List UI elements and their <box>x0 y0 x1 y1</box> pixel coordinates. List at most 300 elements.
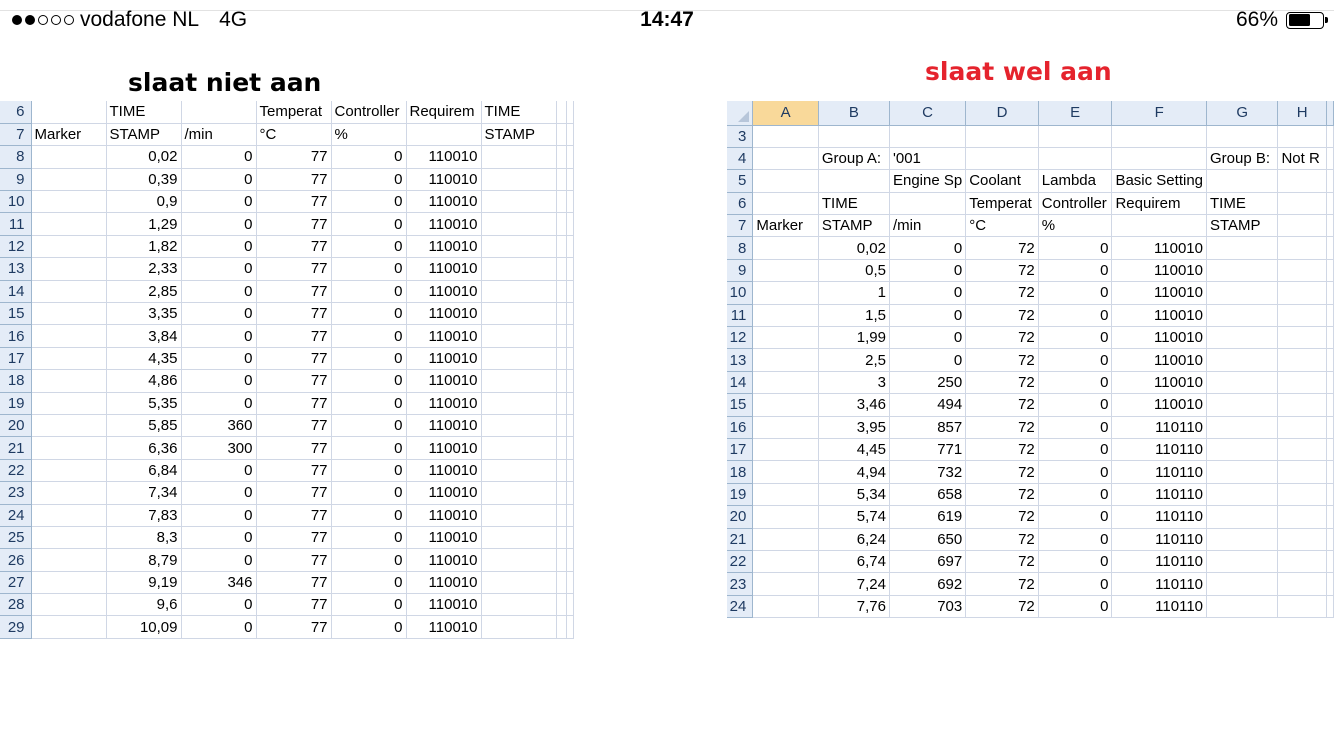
row-header[interactable]: 4 <box>727 147 753 169</box>
cell[interactable] <box>481 303 556 325</box>
cell[interactable] <box>556 437 566 459</box>
cell[interactable] <box>1327 215 1334 237</box>
cell[interactable]: Lambda <box>1038 170 1112 192</box>
cell[interactable]: 0 <box>181 616 256 638</box>
cell[interactable]: 1,29 <box>106 213 181 235</box>
row-header[interactable]: 8 <box>0 146 31 168</box>
cell[interactable] <box>753 304 819 326</box>
row-header[interactable]: 9 <box>0 168 31 190</box>
cell[interactable]: 72 <box>966 237 1039 259</box>
cell[interactable] <box>31 280 106 302</box>
cell[interactable]: 77 <box>256 459 331 481</box>
cell[interactable] <box>753 573 819 595</box>
cell[interactable] <box>566 280 573 302</box>
cell[interactable]: 0 <box>181 258 256 280</box>
cell[interactable] <box>753 349 819 371</box>
cell[interactable]: 0 <box>1038 349 1112 371</box>
cell[interactable] <box>566 392 573 414</box>
column-header[interactable]: C <box>889 101 965 125</box>
cell[interactable]: 72 <box>966 394 1039 416</box>
cell[interactable] <box>753 394 819 416</box>
cell[interactable]: °C <box>256 123 331 145</box>
cell[interactable]: Marker <box>753 215 819 237</box>
cell[interactable] <box>1207 259 1278 281</box>
cell[interactable]: 77 <box>256 347 331 369</box>
cell[interactable] <box>566 235 573 257</box>
cell[interactable]: 110010 <box>1112 371 1207 393</box>
row-header[interactable]: 14 <box>727 371 753 393</box>
cell[interactable] <box>1327 394 1334 416</box>
cell[interactable] <box>556 101 566 123</box>
cell[interactable] <box>31 437 106 459</box>
cell[interactable] <box>1327 438 1334 460</box>
cell[interactable] <box>1327 237 1334 259</box>
cell[interactable]: TIME <box>818 192 889 214</box>
cell[interactable]: 77 <box>256 437 331 459</box>
cell[interactable]: 732 <box>889 461 965 483</box>
cell[interactable]: 77 <box>256 303 331 325</box>
cell[interactable] <box>556 213 566 235</box>
cell[interactable] <box>566 191 573 213</box>
cell[interactable]: 110010 <box>406 235 481 257</box>
cell[interactable] <box>481 191 556 213</box>
row-header[interactable]: 5 <box>727 170 753 192</box>
cell[interactable]: 0 <box>181 191 256 213</box>
cell[interactable] <box>1207 282 1278 304</box>
cell[interactable]: 72 <box>966 483 1039 505</box>
row-header[interactable]: 29 <box>0 616 31 638</box>
cell[interactable]: 77 <box>256 414 331 436</box>
cell[interactable] <box>1327 483 1334 505</box>
cell[interactable]: '001 <box>889 147 965 169</box>
cell[interactable]: STAMP <box>106 123 181 145</box>
column-header[interactable]: B <box>818 101 889 125</box>
cell[interactable]: 110110 <box>1112 461 1207 483</box>
cell[interactable]: 0 <box>889 327 965 349</box>
cell[interactable] <box>753 528 819 550</box>
cell[interactable]: 77 <box>256 191 331 213</box>
cell[interactable] <box>31 347 106 369</box>
cell[interactable]: 0,39 <box>106 168 181 190</box>
cell[interactable] <box>1207 528 1278 550</box>
cell[interactable] <box>1278 304 1327 326</box>
cell[interactable]: 8,3 <box>106 526 181 548</box>
cell[interactable]: 3,84 <box>106 325 181 347</box>
cell[interactable]: 4,94 <box>818 461 889 483</box>
cell[interactable] <box>31 594 106 616</box>
cell[interactable]: Coolant <box>966 170 1039 192</box>
cell[interactable]: 0 <box>1038 573 1112 595</box>
cell[interactable]: 110010 <box>406 191 481 213</box>
cell[interactable]: 110010 <box>406 280 481 302</box>
cell[interactable]: 5,74 <box>818 506 889 528</box>
cell[interactable]: 110010 <box>406 549 481 571</box>
row-header[interactable]: 21 <box>0 437 31 459</box>
cell[interactable]: 697 <box>889 550 965 572</box>
cell[interactable] <box>753 371 819 393</box>
row-header[interactable]: 16 <box>727 416 753 438</box>
cell[interactable] <box>1278 528 1327 550</box>
cell[interactable]: 3,95 <box>818 416 889 438</box>
cell[interactable]: 650 <box>889 528 965 550</box>
cell[interactable] <box>31 482 106 504</box>
cell[interactable]: 110010 <box>406 392 481 414</box>
cell[interactable]: 110110 <box>1112 528 1207 550</box>
cell[interactable] <box>556 280 566 302</box>
cell[interactable] <box>31 168 106 190</box>
cell[interactable]: 0 <box>181 392 256 414</box>
cell[interactable] <box>566 437 573 459</box>
cell[interactable] <box>556 571 566 593</box>
cell[interactable] <box>566 571 573 593</box>
cell[interactable]: 7,76 <box>818 595 889 617</box>
cell[interactable]: 9,6 <box>106 594 181 616</box>
cell[interactable] <box>966 147 1039 169</box>
cell[interactable]: 110010 <box>406 504 481 526</box>
cell[interactable]: 110010 <box>1112 349 1207 371</box>
cell[interactable]: 110010 <box>406 213 481 235</box>
cell[interactable]: 0 <box>331 235 406 257</box>
cell[interactable]: 72 <box>966 595 1039 617</box>
cell[interactable]: 2,5 <box>818 349 889 371</box>
cell[interactable] <box>1207 327 1278 349</box>
cell[interactable] <box>1207 170 1278 192</box>
cell[interactable] <box>1207 416 1278 438</box>
cell[interactable]: 0 <box>1038 371 1112 393</box>
cell[interactable] <box>556 303 566 325</box>
cell[interactable] <box>1207 394 1278 416</box>
cell[interactable]: 72 <box>966 438 1039 460</box>
cell[interactable] <box>566 549 573 571</box>
cell[interactable] <box>1327 192 1334 214</box>
cell[interactable]: 72 <box>966 304 1039 326</box>
cell[interactable]: 72 <box>966 461 1039 483</box>
cell[interactable] <box>481 616 556 638</box>
cell[interactable] <box>753 192 819 214</box>
cell[interactable] <box>753 170 819 192</box>
cell[interactable]: 7,24 <box>818 573 889 595</box>
cell[interactable] <box>1278 461 1327 483</box>
cell[interactable] <box>406 123 481 145</box>
cell[interactable]: 72 <box>966 282 1039 304</box>
row-header[interactable]: 17 <box>0 347 31 369</box>
cell[interactable] <box>31 571 106 593</box>
cell[interactable]: 77 <box>256 482 331 504</box>
cell[interactable] <box>481 482 556 504</box>
cell[interactable]: 77 <box>256 392 331 414</box>
cell[interactable] <box>556 549 566 571</box>
cell[interactable] <box>1327 550 1334 572</box>
cell[interactable]: 0 <box>331 168 406 190</box>
cell[interactable] <box>566 526 573 548</box>
row-header[interactable]: 23 <box>727 573 753 595</box>
cell[interactable] <box>753 147 819 169</box>
cell[interactable]: 0 <box>181 459 256 481</box>
cell[interactable] <box>566 258 573 280</box>
cell[interactable] <box>481 594 556 616</box>
cell[interactable]: TIME <box>106 101 181 123</box>
cell[interactable]: 0 <box>181 235 256 257</box>
cell[interactable]: 4,35 <box>106 347 181 369</box>
cell[interactable]: 771 <box>889 438 965 460</box>
cell[interactable]: 110010 <box>1112 259 1207 281</box>
row-header[interactable]: 19 <box>0 392 31 414</box>
cell[interactable]: 2,33 <box>106 258 181 280</box>
cell[interactable] <box>753 259 819 281</box>
cell[interactable]: 110010 <box>406 347 481 369</box>
row-header[interactable]: 6 <box>727 192 753 214</box>
column-header[interactable] <box>1327 101 1334 125</box>
cell[interactable]: 0 <box>181 168 256 190</box>
cell[interactable] <box>1278 550 1327 572</box>
cell[interactable] <box>566 325 573 347</box>
cell[interactable]: 0 <box>181 303 256 325</box>
row-header[interactable]: 20 <box>0 414 31 436</box>
cell[interactable]: 72 <box>966 550 1039 572</box>
cell[interactable]: 3 <box>818 371 889 393</box>
cell[interactable]: 0 <box>331 191 406 213</box>
cell[interactable]: 72 <box>966 259 1039 281</box>
cell[interactable] <box>1207 125 1278 147</box>
cell[interactable] <box>556 482 566 504</box>
row-header[interactable]: 27 <box>0 571 31 593</box>
cell[interactable]: /min <box>181 123 256 145</box>
cell[interactable] <box>818 125 889 147</box>
cell[interactable]: 0 <box>331 482 406 504</box>
cell[interactable]: Temperat <box>966 192 1039 214</box>
cell[interactable]: 110010 <box>1112 327 1207 349</box>
cell[interactable]: 0 <box>331 594 406 616</box>
cell[interactable]: Requirem <box>1112 192 1207 214</box>
cell[interactable]: 77 <box>256 504 331 526</box>
cell[interactable] <box>1278 371 1327 393</box>
cell[interactable] <box>556 168 566 190</box>
cell[interactable]: 110110 <box>1112 483 1207 505</box>
cell[interactable] <box>566 213 573 235</box>
cell[interactable] <box>556 146 566 168</box>
row-header[interactable]: 19 <box>727 483 753 505</box>
cell[interactable] <box>1207 349 1278 371</box>
cell[interactable] <box>566 123 573 145</box>
row-header[interactable]: 18 <box>0 370 31 392</box>
cell[interactable] <box>31 392 106 414</box>
cell[interactable] <box>1327 416 1334 438</box>
cell[interactable]: 77 <box>256 325 331 347</box>
cell[interactable] <box>481 459 556 481</box>
cell[interactable]: 619 <box>889 506 965 528</box>
cell[interactable]: 77 <box>256 146 331 168</box>
cell[interactable] <box>1207 573 1278 595</box>
cell[interactable]: 658 <box>889 483 965 505</box>
cell[interactable] <box>1112 125 1207 147</box>
cell[interactable] <box>31 414 106 436</box>
cell[interactable]: 1 <box>818 282 889 304</box>
cell[interactable] <box>1207 483 1278 505</box>
cell[interactable]: 0 <box>889 304 965 326</box>
cell[interactable] <box>1112 215 1207 237</box>
cell[interactable]: Controller <box>1038 192 1112 214</box>
cell[interactable] <box>556 459 566 481</box>
cell[interactable]: 0 <box>331 280 406 302</box>
cell[interactable]: 3,35 <box>106 303 181 325</box>
cell[interactable] <box>566 146 573 168</box>
cell[interactable] <box>1278 215 1327 237</box>
cell[interactable] <box>966 125 1039 147</box>
cell[interactable]: 0 <box>331 549 406 571</box>
cell[interactable]: 0 <box>889 282 965 304</box>
cell[interactable] <box>556 504 566 526</box>
cell[interactable] <box>889 192 965 214</box>
cell[interactable] <box>1278 595 1327 617</box>
cell[interactable] <box>481 168 556 190</box>
cell[interactable] <box>481 571 556 593</box>
cell[interactable]: 0 <box>1038 528 1112 550</box>
cell[interactable]: 0 <box>331 616 406 638</box>
row-header[interactable]: 9 <box>727 259 753 281</box>
cell[interactable]: 0 <box>1038 394 1112 416</box>
cell[interactable]: 0 <box>331 325 406 347</box>
cell[interactable]: 0 <box>181 280 256 302</box>
row-header[interactable]: 20 <box>727 506 753 528</box>
cell[interactable]: 72 <box>966 573 1039 595</box>
cell[interactable] <box>566 370 573 392</box>
row-header[interactable]: 7 <box>0 123 31 145</box>
cell[interactable]: 1,99 <box>818 327 889 349</box>
cell[interactable]: 360 <box>181 414 256 436</box>
cell[interactable]: 0 <box>181 594 256 616</box>
cell[interactable]: 0 <box>331 347 406 369</box>
cell[interactable]: TIME <box>1207 192 1278 214</box>
row-header[interactable]: 24 <box>0 504 31 526</box>
cell[interactable]: 0 <box>1038 282 1112 304</box>
cell[interactable] <box>481 213 556 235</box>
cell[interactable] <box>481 347 556 369</box>
cell[interactable]: 0 <box>1038 438 1112 460</box>
cell[interactable]: 110110 <box>1112 595 1207 617</box>
cell[interactable]: 77 <box>256 213 331 235</box>
cell[interactable]: STAMP <box>1207 215 1278 237</box>
cell[interactable] <box>556 347 566 369</box>
cell[interactable]: Group A: <box>818 147 889 169</box>
cell[interactable]: 110110 <box>1112 550 1207 572</box>
cell[interactable] <box>481 235 556 257</box>
cell[interactable] <box>556 526 566 548</box>
cell[interactable]: STAMP <box>818 215 889 237</box>
cell[interactable]: 0 <box>181 370 256 392</box>
cell[interactable] <box>31 459 106 481</box>
cell[interactable]: 110010 <box>406 459 481 481</box>
cell[interactable]: 0 <box>181 549 256 571</box>
cell[interactable] <box>1327 170 1334 192</box>
cell[interactable]: 110110 <box>1112 438 1207 460</box>
cell[interactable]: Requirem <box>406 101 481 123</box>
cell[interactable] <box>481 392 556 414</box>
cell[interactable] <box>566 303 573 325</box>
cell[interactable] <box>481 258 556 280</box>
column-header[interactable]: G <box>1207 101 1278 125</box>
cell[interactable] <box>1207 304 1278 326</box>
cell[interactable]: 0 <box>889 237 965 259</box>
cell[interactable]: 72 <box>966 371 1039 393</box>
cell[interactable]: 0 <box>1038 483 1112 505</box>
cell[interactable]: 0,9 <box>106 191 181 213</box>
cell[interactable]: TIME <box>481 101 556 123</box>
cell[interactable] <box>31 191 106 213</box>
cell[interactable] <box>1327 595 1334 617</box>
cell[interactable]: 77 <box>256 549 331 571</box>
cell[interactable] <box>1278 416 1327 438</box>
cell[interactable] <box>31 504 106 526</box>
row-header[interactable]: 7 <box>727 215 753 237</box>
cell[interactable] <box>889 125 965 147</box>
cell[interactable]: 0 <box>181 325 256 347</box>
cell[interactable]: 0 <box>1038 550 1112 572</box>
cell[interactable]: 0 <box>331 213 406 235</box>
column-header[interactable]: A <box>753 101 819 125</box>
cell[interactable]: 494 <box>889 394 965 416</box>
cell[interactable]: 2,85 <box>106 280 181 302</box>
cell[interactable] <box>1327 282 1334 304</box>
row-header[interactable]: 21 <box>727 528 753 550</box>
cell[interactable] <box>1327 327 1334 349</box>
cell[interactable] <box>481 146 556 168</box>
cell[interactable]: 77 <box>256 235 331 257</box>
cell[interactable] <box>556 235 566 257</box>
row-header[interactable]: 15 <box>0 303 31 325</box>
cell[interactable] <box>556 258 566 280</box>
cell[interactable]: 5,85 <box>106 414 181 436</box>
cell[interactable]: 5,34 <box>818 483 889 505</box>
cell[interactable]: 110010 <box>406 526 481 548</box>
cell[interactable] <box>1327 528 1334 550</box>
cell[interactable] <box>1038 147 1112 169</box>
row-header[interactable]: 28 <box>0 594 31 616</box>
cell[interactable]: 0 <box>331 392 406 414</box>
cell[interactable]: 0 <box>331 414 406 436</box>
cell[interactable] <box>556 325 566 347</box>
cell[interactable] <box>1278 483 1327 505</box>
cell[interactable]: 7,83 <box>106 504 181 526</box>
cell[interactable] <box>31 146 106 168</box>
row-header[interactable]: 13 <box>727 349 753 371</box>
cell[interactable] <box>1278 237 1327 259</box>
cell[interactable]: 0 <box>181 146 256 168</box>
cell[interactable] <box>566 504 573 526</box>
cell[interactable]: 0 <box>331 370 406 392</box>
cell[interactable]: 110110 <box>1112 573 1207 595</box>
cell[interactable]: 1,5 <box>818 304 889 326</box>
cell[interactable]: 5,35 <box>106 392 181 414</box>
cell[interactable] <box>481 414 556 436</box>
cell[interactable]: 3,46 <box>818 394 889 416</box>
cell[interactable] <box>1327 349 1334 371</box>
cell[interactable]: STAMP <box>481 123 556 145</box>
cell[interactable]: Group B: <box>1207 147 1278 169</box>
cell[interactable]: 77 <box>256 526 331 548</box>
cell[interactable]: 0 <box>331 258 406 280</box>
cell[interactable]: 110110 <box>1112 506 1207 528</box>
cell[interactable] <box>31 213 106 235</box>
cell[interactable] <box>481 370 556 392</box>
cell[interactable]: 110010 <box>1112 394 1207 416</box>
row-header[interactable]: 11 <box>727 304 753 326</box>
cell[interactable] <box>1327 259 1334 281</box>
cell[interactable] <box>481 280 556 302</box>
cell[interactable] <box>31 616 106 638</box>
cell[interactable] <box>1327 461 1334 483</box>
cell[interactable] <box>566 101 573 123</box>
cell[interactable]: 0 <box>1038 461 1112 483</box>
